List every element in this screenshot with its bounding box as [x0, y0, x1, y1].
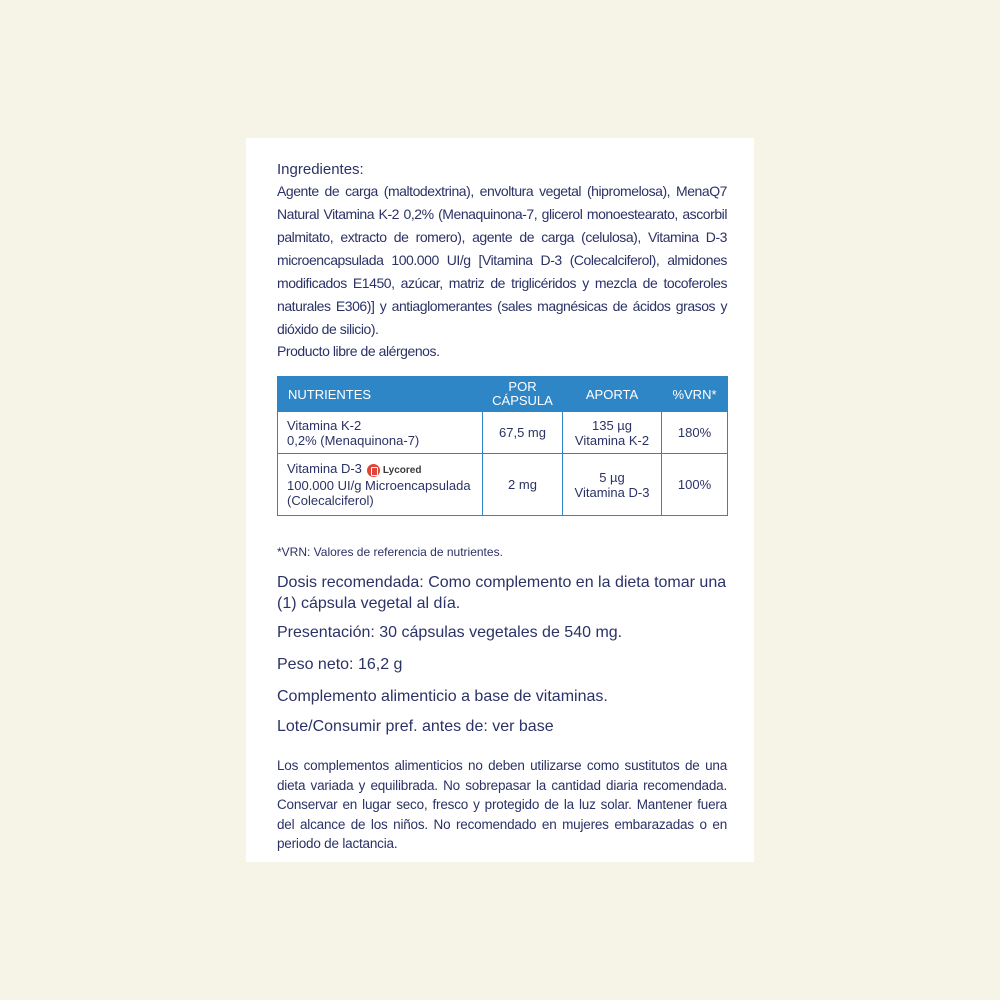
header-per-capsule-line1: POR	[508, 379, 537, 394]
lycored-icon	[367, 464, 380, 477]
supplement-type-text: Complemento alimenticio a base de vitaminas.	[277, 688, 608, 705]
nutrient-name-line2: 100.000 UI/g Microencapsulada	[287, 477, 471, 493]
header-provides: APORTA	[563, 377, 662, 412]
nutrient-amount: 2 mg	[483, 454, 563, 516]
header-nutrients: NUTRIENTES	[278, 377, 483, 412]
nutrient-provides	[563, 454, 662, 516]
presentation-text: Presentación: 30 cápsulas vegetales de 540 mg.	[277, 624, 623, 641]
nutrient-name-line1: Vitamina D-3	[287, 461, 362, 477]
nutrition-table	[277, 376, 728, 516]
header-per-capsule-line2: CÁPSULA	[492, 393, 553, 408]
nutrient-provides-line1: 135 µg	[591, 417, 633, 433]
nutrient-name	[278, 454, 483, 516]
nutrient-name-line1: Vitamina K-2	[287, 417, 362, 433]
warning-text: Los complementos alimenticios no deben utilizarse como sustitutos de una dieta variada y equilibrada. No sobrepasar la cantidad diaria recomendada. Conservar en lugar seco, fresco y protegido de la luz solar. Mantener fuera del alcance de los niños. No recomendado en mujeres embarazadas o en periodo de lactancia.	[277, 758, 727, 851]
lycored-logo	[367, 463, 422, 478]
nutrient-provides-line1: 5 µg	[599, 469, 625, 485]
label-content	[277, 160, 727, 851]
allergen-free-note: Producto libre de alérgenos.	[277, 343, 440, 359]
nutrient-amount: 67,5 mg	[483, 412, 563, 454]
nutrient-provides-line2: Vitamina D-3	[574, 484, 650, 500]
table-row	[278, 454, 728, 516]
nutrient-vrn: 100%	[662, 454, 728, 516]
dosage-text: Dosis recomendada: Como complemento en la dieta tomar una (1) cápsula vegetal al día.	[277, 574, 727, 612]
net-weight-text: Peso neto: 16,2 g	[277, 656, 403, 673]
header-per-capsule	[483, 377, 563, 412]
nutrient-provides-line2: Vitamina K-2	[574, 432, 650, 448]
label-card	[246, 138, 754, 862]
nutrient-provides	[563, 412, 662, 454]
nutrient-name-line3: (Colecalciferol)	[287, 492, 374, 508]
ingredients-title: Ingredientes:	[277, 161, 364, 178]
ingredients-text: Agente de carga (maltodextrina), envoltura vegetal (hipromelosa), MenaQ7 Natural Vitamina K-2 0,2% (Menaquinona-7, glicerol monoestearato, ascorbil palmitato, extracto de romero), agente de carga (celulosa), Vitamina D-3 microencapsulada 100.000 UI/g [Vitamina D-3 (Colecalciferol), almidones modificados E1450, azúcar, matriz de triglicéridos y mezcla de tocoferoles naturales E306)] y antiaglomerantes (sales magnésicas de ácidos grasos y dióxido de silicio).	[277, 183, 727, 337]
header-vrn: %VRN*	[662, 377, 728, 412]
nutrition-table-header	[278, 377, 728, 412]
lycored-brand: Lycored	[382, 464, 422, 476]
batch-text: Lote/Consumir pref. antes de: ver base	[277, 718, 554, 735]
nutrient-name-line2: 0,2% (Menaquinona-7)	[287, 432, 420, 448]
nutrient-name-line1-wrap	[287, 461, 482, 477]
nutrient-vrn: 180%	[662, 412, 728, 454]
table-row	[278, 412, 728, 454]
vrn-footnote: *VRN: Valores de referencia de nutrientes.	[277, 545, 503, 559]
nutrient-name	[278, 412, 483, 454]
